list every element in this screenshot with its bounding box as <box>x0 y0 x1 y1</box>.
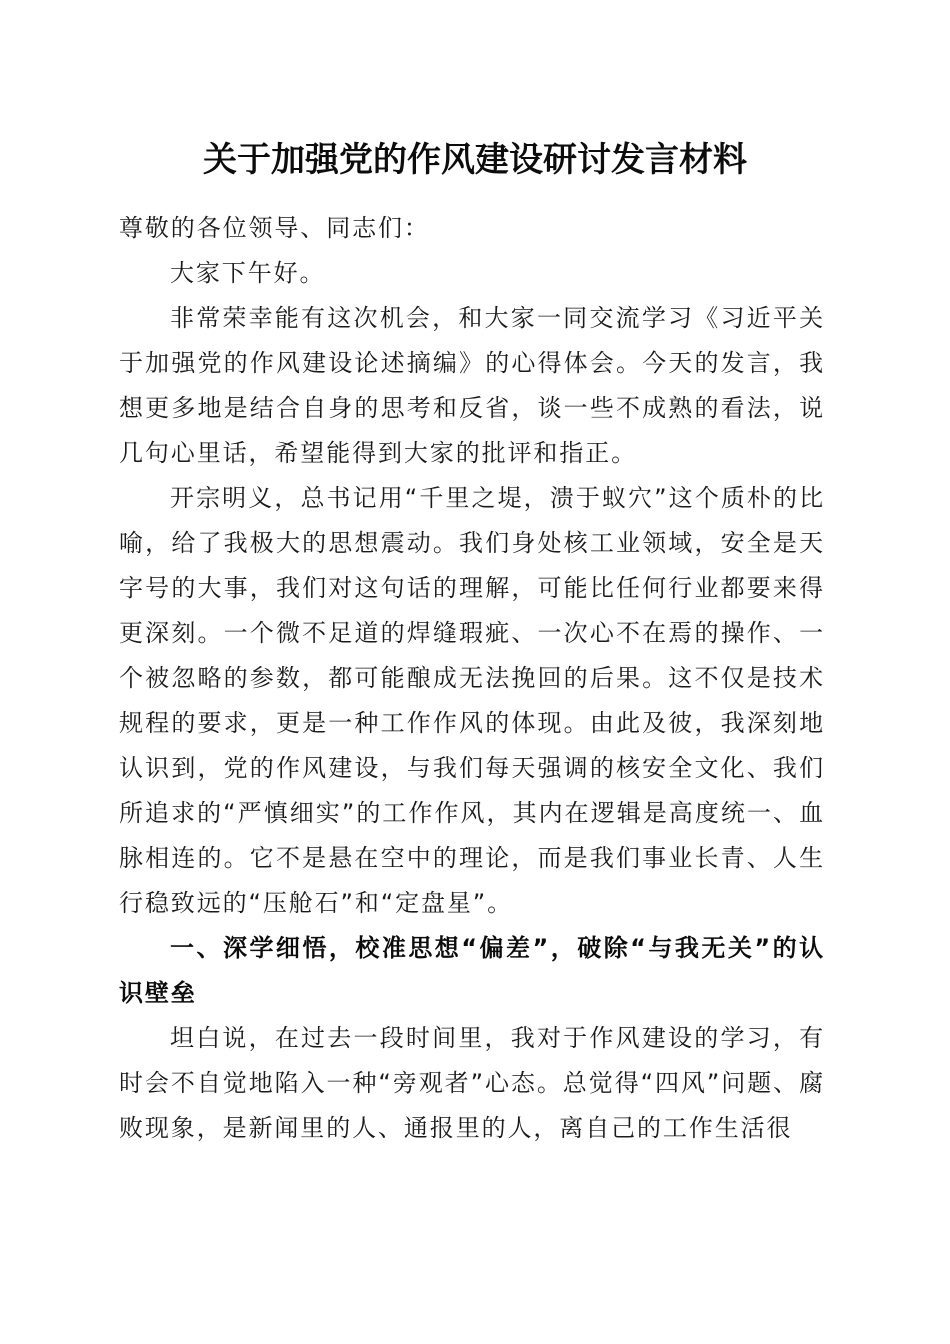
paragraph-opening: 开宗明义，总书记用“千里之堤，溃于蚁穴”这个质朴的比喻，给了我极大的思想震动。我们身处核工业领域，安全是天字号的大事，我们对这句话的理解，可能比任何行业都要来得更深刻。一个微不足道的焊缝瑕疵、一次心不在焉的操作、一个被忽略的参数，都可能酿成无法挽回的后果。这不仅是技术规程的要求，更是一种工作作风的体现。由此及彼，我深刻地认识到，党的作风建设，与我们每天强调的核安全文化、我们所追求的“严慎细实”的工作作风，其内在逻辑是高度统一、血脉相连的。它不是悬在空中的理论，而是我们事业长青、人生行稳致远的“压舱石”和“定盘星”。 <box>119 484 825 917</box>
section-paragraph: 坦白说，在过去一段时间里，我对于作风建设的学习，有时会不自觉地陷入一种“旁观者”心态。总觉得“四风”问题、腐败现象，是新闻里的人、通报里的人，离自己的工作生活很 <box>119 1024 825 1142</box>
paragraph-greeting: 大家下午好。 <box>170 259 326 287</box>
salutation: 尊敬的各位领导、同志们： <box>119 214 430 242</box>
document-title: 关于加强党的作风建设研讨发言材料 <box>203 140 747 180</box>
document-body <box>119 206 825 1151</box>
section-heading: 一、深学细悟，校准思想“偏差”，破除“与我无关”的认识壁垒 <box>119 934 825 1007</box>
paragraph-intro: 非常荣幸能有这次机会，和大家一同交流学习《习近平关于加强党的作风建设论述摘编》的心得体会。今天的发言，我想更多地是结合自身的思考和反省，谈一些不成熟的看法，说几句心里话，希望能得到大家的批评和指正。 <box>119 304 825 467</box>
